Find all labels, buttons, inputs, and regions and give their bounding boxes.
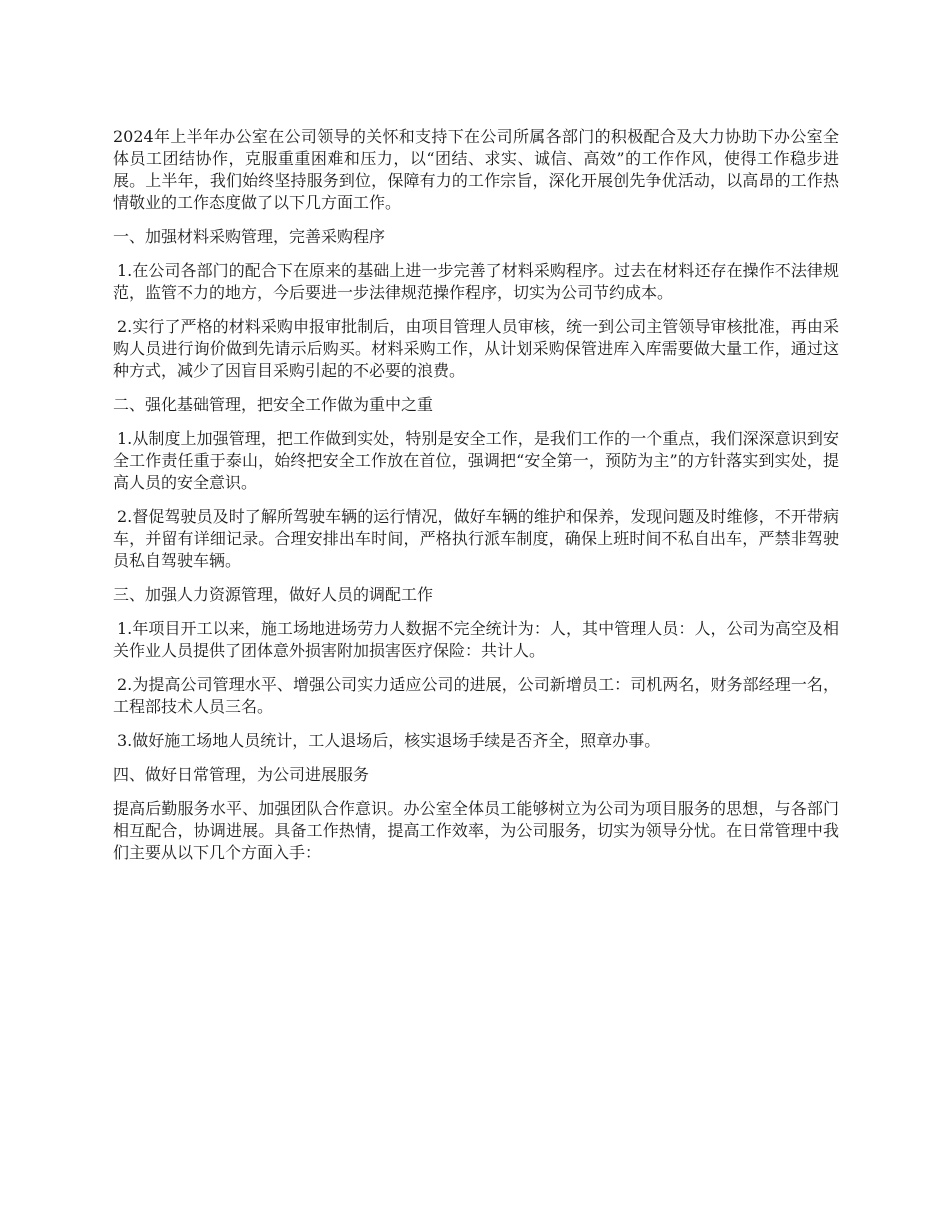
section-2-item-1: 1.从制度上加强管理，把工作做到实处，特别是安全工作，是我们工作的一个重点，我们深深意识到安全工作责任重于泰山，始终把安全工作放在首位，强调把“安全第一，预防为主”的方针落实到实处，提高人员的安全意识。	[113, 429, 839, 492]
section-1-item-2: 2.实行了严格的材料采购申报审批制后，由项目管理人员审核，统一到公司主管领导审核批准，再由采购人员进行询价做到先请示后购买。材料采购工作，从计划采购保管进库入库需要做大量工作，通过这种方式，减少了因盲目采购引起的不必要的浪费。	[113, 317, 839, 380]
document-body	[113, 126, 839, 876]
section-1-heading: 一、加强材料采购管理，完善采购程序	[113, 227, 386, 246]
section-3-item-3: 3.做好施工场地人员统计，工人退场后，核实退场手续是否齐全，照章办事。	[117, 731, 661, 750]
closing-paragraph: 提高后勤服务水平、加强团队合作意识。办公室全体员工能够树立为公司为项目服务的思想，与各部门相互配合，协调进展。具备工作热情，提高工作效率，为公司服务，切实为领导分忧。在日常管理中我们主要从以下几个方面入手：	[113, 799, 839, 862]
section-1-item-1: 1.在公司各部门的配合下在原来的基础上进一步完善了材料采购程序。过去在材料还存在操作不法律规范，监管不力的地方，今后要进一步法律规范操作程序，切实为公司节约成本。	[113, 261, 839, 302]
section-2-heading: 二、强化基础管理，把安全工作做为重中之重	[113, 395, 434, 414]
section-2-item-2: 2.督促驾驶员及时了解所驾驶车辆的运行情况，做好车辆的维护和保养，发现问题及时维修，不开带病车，并留有详细记录。合理安排出车时间，严格执行派车制度，确保上班时间不私自出车，严禁非驾驶员私自驾驶车辆。	[113, 507, 839, 570]
intro-paragraph: 2024年上半年办公室在公司领导的关怀和支持下在公司所属各部门的积极配合及大力协助下办公室全体员工团结协作，克服重重困难和压力，以“团结、求实、诚信、高效”的工作作风，使得工作稳步进展。上半年，我们始终坚持服务到位，保障有力的工作宗旨，深化开展创先争优活动，以高昂的工作热情敬业的工作态度做了以下几方面工作。	[113, 127, 839, 212]
section-3-heading: 三、加强人力资源管理，做好人员的调配工作	[113, 585, 434, 604]
section-3-item-2: 2.为提高公司管理水平、增强公司实力适应公司的进展，公司新增员工：司机两名，财务部经理一名，工程部技术人员三名。	[113, 675, 839, 716]
section-4-heading: 四、做好日常管理，为公司进展服务	[113, 765, 370, 784]
section-3-item-1: 1.年项目开工以来，施工场地进场劳力人数据不完全统计为：人，其中管理人员：人，公司为高空及相关作业人员提供了团体意外损害附加损害医疗保险：共计人。	[113, 619, 839, 660]
